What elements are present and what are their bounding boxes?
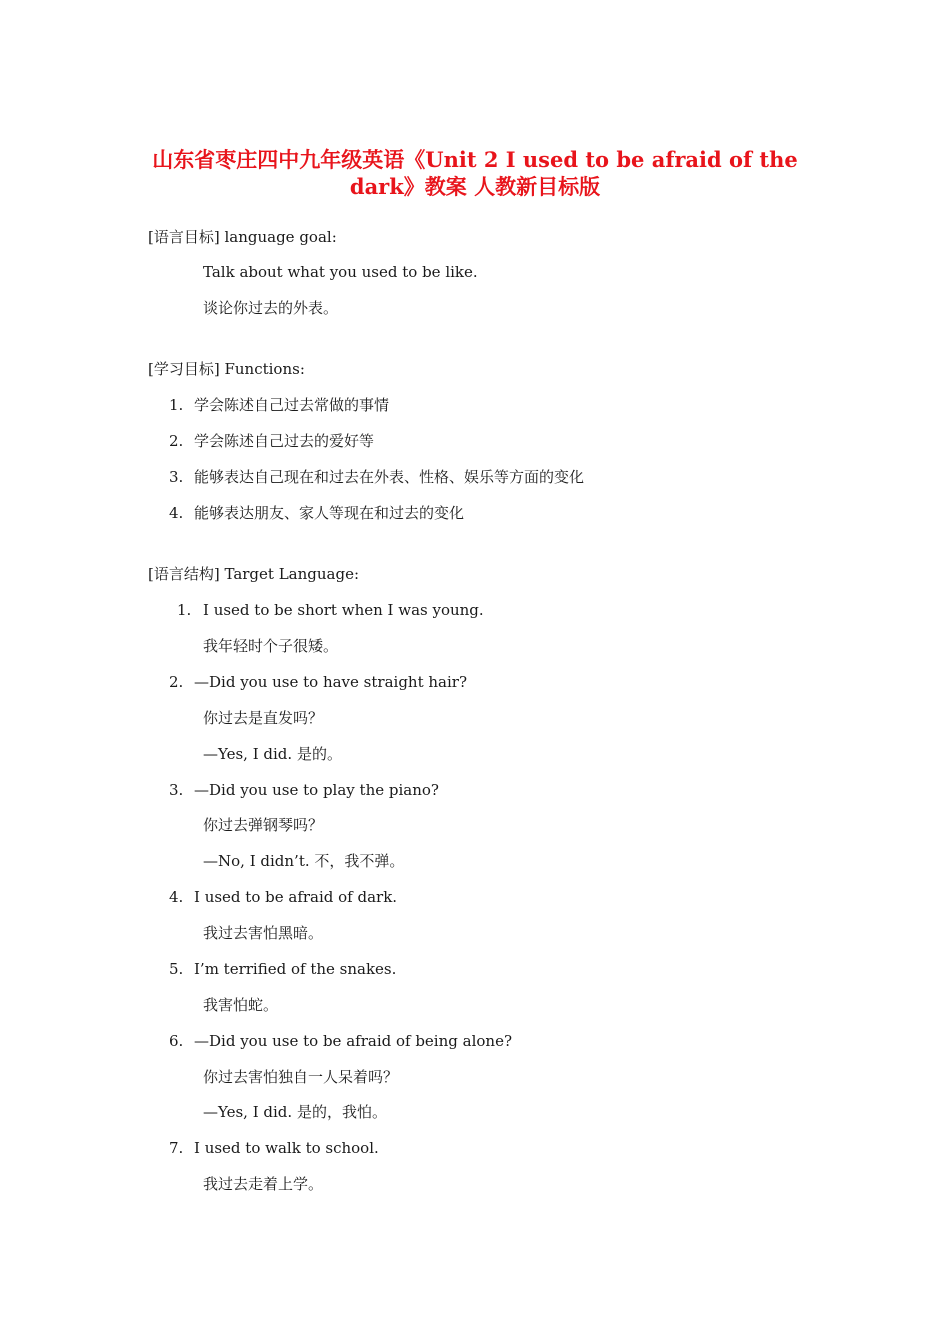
sentence-english: —Did you use to have straight hair?: [194, 673, 467, 691]
sentence-chinese: 你过去害怕独自一人呆着吗？: [203, 1068, 399, 1086]
sentence-chinese: 你过去弹钢琴吗？: [203, 816, 324, 834]
function-number: 2.: [169, 432, 184, 450]
sentence-english: I used to be short when I was young.: [203, 601, 484, 619]
sentence-answer: —Yes, I did. 是的。: [203, 745, 342, 763]
sentence-english: I used to walk to school.: [194, 1139, 379, 1157]
language-goal-chinese: 谈论你过去的外表。: [203, 299, 339, 317]
sentence-answer: —No, I didn’t. 不，我不弹。: [203, 852, 405, 870]
title-line-1: 山东省枣庄四中九年级英语《Unit 2 I used to be afraid of the: [152, 147, 798, 172]
sentence-chinese: 我过去走着上学。: [203, 1175, 324, 1193]
sentence-number: 1.: [177, 601, 192, 619]
sentence-number: 2.: [169, 673, 184, 691]
sentence-chinese: 你过去是直发吗？: [203, 709, 324, 727]
sentence-number: 6.: [169, 1032, 184, 1050]
sentence-number: 7.: [169, 1139, 184, 1157]
sentence-english: —Did you use to be afraid of being alone?: [194, 1032, 512, 1050]
function-number: 3.: [169, 468, 184, 486]
sentence-number: 3.: [169, 781, 184, 799]
functions-heading: [学习目标] Functions:: [148, 360, 305, 378]
document-title: [120, 146, 830, 200]
function-item: 能够表达朋友、家人等现在和过去的变化: [194, 504, 465, 522]
sentence-english: I’m terrified of the snakes.: [194, 960, 397, 978]
language-goal-heading: [语言目标] language goal:: [148, 228, 337, 246]
sentence-chinese: 我过去害怕黑暗。: [203, 924, 324, 942]
sentence-number: 5.: [169, 960, 184, 978]
title-line-2: dark》教案 人教新目标版: [349, 174, 601, 199]
sentence-english: —Did you use to play the piano?: [194, 781, 439, 799]
function-item: 学会陈述自己过去常做的事情: [194, 396, 390, 414]
function-number: 4.: [169, 504, 184, 522]
function-item: 学会陈述自己过去的爱好等: [194, 432, 375, 450]
function-number: 1.: [169, 396, 184, 414]
sentence-english: I used to be afraid of dark.: [194, 888, 398, 906]
target-language-heading: [语言结构] Target Language:: [148, 565, 360, 583]
sentence-chinese: 我害怕蛇。: [203, 996, 279, 1014]
sentence-answer: —Yes, I did. 是的，我怕。: [203, 1103, 387, 1121]
sentence-number: 4.: [169, 888, 184, 906]
sentence-chinese: 我年轻时个子很矮。: [203, 637, 339, 655]
language-goal-english: Talk about what you used to be like.: [203, 263, 478, 281]
function-item: 能够表达自己现在和过去在外表、性格、娱乐等方面的变化: [194, 468, 585, 486]
